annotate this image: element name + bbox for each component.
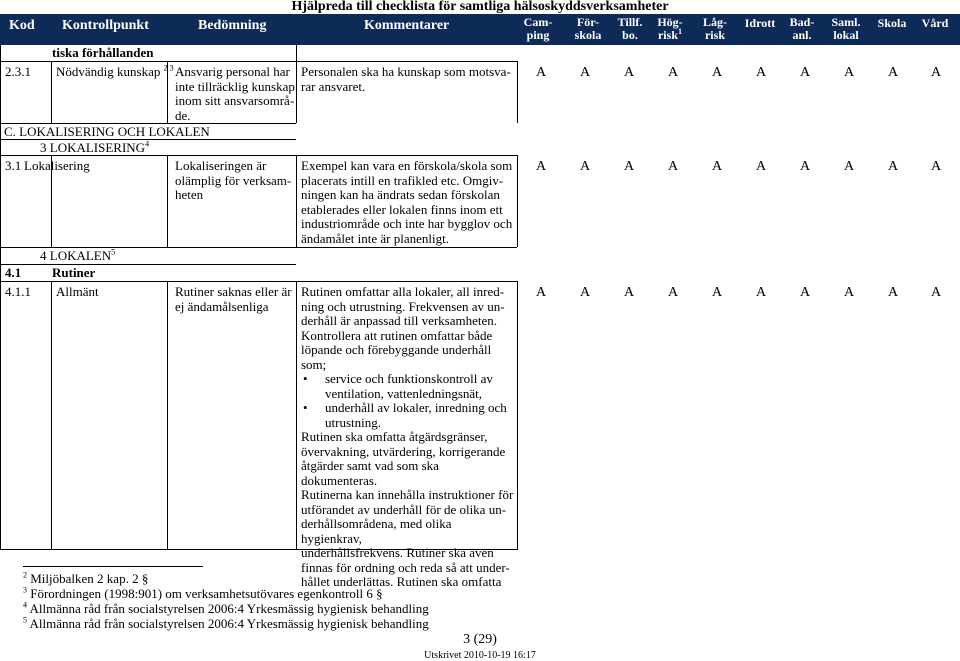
header-badanl-l2: anl.	[792, 28, 812, 42]
value-cell: A	[887, 65, 899, 80]
row-411-bedomning	[175, 285, 292, 314]
header-idrott: Idrott	[744, 16, 776, 30]
value-cell: A	[887, 285, 899, 300]
section-4-text: 4 LOKALEN	[40, 248, 112, 263]
value-cell: A	[887, 159, 899, 174]
section-41-label: Rutiner	[52, 265, 96, 280]
header-forskola-l2: skola	[574, 28, 602, 42]
section-41-kod: 4.1	[5, 265, 22, 280]
table-header	[0, 14, 960, 45]
row-411-bullet-1	[325, 372, 515, 401]
header-badanl-l1: Bad-	[789, 15, 815, 29]
grid-row-6	[0, 264, 296, 265]
row-231-kom-l2: rar ansvaret.	[301, 78, 366, 94]
row-411-bed-l1: Rutiner saknas eller är	[175, 284, 292, 299]
grid-col-kod-1	[51, 61, 52, 123]
header-kommentarer: Kommentarer	[364, 18, 450, 33]
value-cell: A	[930, 65, 942, 80]
value-cell: A	[799, 65, 811, 80]
footnote-3-text: Förordningen (1998:901) om verksamhetsutövares egenkontroll 6 §	[30, 586, 383, 601]
row-31-bed-l3: heten	[175, 187, 204, 202]
header-forskola	[569, 16, 607, 42]
grid-col-kp-3	[167, 281, 168, 550]
grid-col-bed-1	[296, 45, 297, 123]
header-tillf-l1: Tillf.	[617, 15, 643, 29]
grid-row-1	[0, 61, 517, 62]
row-231-bed-l3: inom sitt ansvarsområ-	[175, 93, 295, 108]
footnote-4-text: Allmänna råd från socialstyrelsen 2006:4 Yrkesmässig hygienisk behandling	[29, 601, 429, 616]
value-cell: A	[755, 65, 767, 80]
header-camping	[520, 16, 556, 42]
row-411-k5: löpande och förebyggande underhåll som;	[301, 342, 492, 372]
header-lagrisk-l2: risk	[704, 28, 725, 42]
section-3-sup: 4	[145, 139, 150, 149]
row-231-kommentar	[301, 65, 511, 94]
document-title: Hjälpreda till checklista för samtliga hälsoskyddsverksamheter	[291, 0, 669, 14]
footnote-3-num: 3	[23, 585, 27, 595]
row-231-kontrollpunkt	[56, 65, 174, 80]
section-3-heading	[40, 141, 149, 156]
header-kontrollpunkt: Kontrollpunkt	[62, 18, 149, 33]
row-31-kom-l5: industriområde och inte har bygglov och	[301, 216, 513, 231]
header-lagrisk	[697, 16, 733, 42]
row-31-kom-l3: ningen kan ha ändrats sedan förskolan	[301, 187, 500, 202]
row-31-bed-l2: olämplig för verksam-	[175, 172, 292, 188]
row-231-bedomning	[175, 65, 295, 123]
grid-left-border	[0, 45, 1, 550]
row-411-k1: Rutinen omfattar alla lokaler, all inred-	[301, 284, 505, 299]
row-411-b1-l2: ventilation, vattenledningsnät,	[325, 385, 483, 401]
footnote-5	[23, 616, 429, 631]
value-cell: A	[667, 65, 679, 80]
row-31-kom-l1: Exempel kan vara en förskola/skola som	[301, 158, 513, 173]
row-231-bed-l4: de.	[175, 107, 191, 123]
footnote-4	[23, 601, 429, 616]
value-cell: A	[711, 159, 723, 174]
print-timestamp: Utskrivet 2010-10-19 16:17	[424, 650, 536, 661]
header-saml-l1: Saml.	[831, 15, 861, 29]
value-cell: A	[579, 65, 591, 80]
row-411-bullet-list	[301, 372, 515, 430]
row-411-k7: övervakning, utvärdering, korrigerande	[301, 443, 506, 459]
row-411-kod: 4.1.1	[5, 284, 31, 299]
row-411-k6: Rutinen ska omfatta åtgärdsgränser,	[301, 429, 488, 444]
header-vard: Vård	[921, 16, 949, 30]
row-231-kod: 2.3.1	[5, 64, 31, 79]
value-cell: A	[843, 65, 855, 80]
row-411-bullet-2	[325, 401, 515, 430]
footnote-3	[23, 586, 383, 601]
footnote-2	[23, 571, 148, 586]
value-cell: A	[930, 285, 942, 300]
grid-col-bed-2	[296, 155, 297, 247]
value-cell: A	[623, 65, 635, 80]
grid-col-kp-2	[167, 155, 168, 247]
header-kod: Kod	[9, 18, 35, 33]
value-cell: A	[579, 285, 591, 300]
section-c-heading: C. LOKALISERING OCH LOKALEN	[4, 124, 210, 139]
row-31-kod: 3.1	[5, 158, 22, 173]
footnote-2-text: Miljöbalken 2 kap. 2 §	[30, 571, 149, 586]
value-cell: A	[799, 159, 811, 174]
row-continued-label: tiska förhållanden	[52, 45, 154, 60]
value-cell: A	[623, 285, 635, 300]
value-cell: A	[755, 285, 767, 300]
section-4-heading	[40, 249, 115, 264]
row-31-kommentar	[301, 159, 512, 246]
row-411-k13: finnas för ordning och reda så att under-	[301, 559, 510, 575]
row-411-bed-l2: ej ändamålsenliga	[175, 298, 269, 314]
row-31-kom-l2: placerats intill en trafikled etc. Omgiv-	[301, 172, 504, 188]
section-3-text: 3 LOKALISERING	[40, 140, 146, 155]
section-4-sup: 5	[111, 247, 116, 257]
footnote-5-num: 5	[23, 615, 27, 625]
header-skola: Skola	[877, 16, 907, 30]
header-bedomning: Bedömning	[198, 18, 267, 33]
row-231-kp-text: Nödvändig kunskap	[56, 64, 161, 79]
value-cell: A	[799, 285, 811, 300]
row-411-k8: åtgärder samt vad som ska dokumenteras.	[301, 458, 439, 488]
row-31-kontrollpunkt: Lokalisering	[24, 158, 90, 173]
value-cell: A	[579, 159, 591, 174]
value-cell: A	[667, 285, 679, 300]
row-411-k9: Rutinerna kan innehålla instruktioner för	[301, 487, 514, 502]
value-cell: A	[843, 285, 855, 300]
header-saml-l2: lokal	[833, 28, 859, 42]
row-411-k4: Kontrollera att rutinen omfattar både	[301, 327, 493, 343]
row-231-bed-l1: Ansvarig personal har	[175, 64, 290, 79]
row-31-bed-l1: Lokaliseringen är	[175, 158, 267, 173]
row-31-kom-l4: etablerades eller lokalen finns inom ett	[301, 201, 503, 217]
row-411-b1-l1: • service och funktionskontroll av	[325, 371, 493, 386]
grid-col-bed-3	[296, 281, 297, 550]
header-badanl	[787, 16, 817, 42]
value-cell: A	[711, 285, 723, 300]
header-camping-l2: ping	[526, 28, 550, 42]
row-231-kp-sup: 2 3	[163, 63, 174, 73]
grid-row-7	[0, 281, 517, 282]
grid-col-kom-2	[517, 155, 518, 247]
value-cell: A	[535, 285, 547, 300]
header-hogrisk-l2: risk	[657, 28, 678, 42]
value-cell: A	[667, 159, 679, 174]
header-hogrisk-l1: Hög-	[657, 15, 683, 29]
row-31-bedomning	[175, 159, 291, 203]
value-cell: A	[623, 159, 635, 174]
header-saml	[828, 16, 864, 42]
value-cell: A	[755, 159, 767, 174]
header-hogrisk-sup: 1	[678, 27, 682, 36]
row-231-kom-l1: Personalen ska ha kunskap som motsva-	[301, 64, 511, 79]
row-411-k10: utförandet av underhåll för de olika un-	[301, 501, 507, 517]
row-411-k3: derhåll är anpassad till verksamheten.	[301, 313, 498, 328]
row-411-b2-l1: • underhåll av lokaler, inredning och	[325, 400, 507, 415]
row-411-k12: underhållsfrekvens. Rutiner ska även	[301, 545, 494, 560]
grid-col-kom-3	[517, 281, 518, 550]
header-hogrisk	[652, 16, 688, 42]
header-tillf-l2: bo.	[622, 28, 638, 42]
row-411-b2-l2: utrustning.	[325, 414, 381, 430]
footnote-5-text: Allmänna råd från socialstyrelsen 2006:4 Yrkesmässig hygienisk behandling	[29, 616, 429, 631]
value-cell: A	[535, 159, 547, 174]
row-31-kom-l6: ändamålet inte är planenligt.	[301, 230, 449, 246]
page-number: 3 (29)	[463, 632, 497, 647]
header-lagrisk-l1: Låg-	[703, 15, 727, 29]
row-411-kommentar	[301, 285, 515, 590]
header-tillf	[612, 16, 648, 42]
value-cell: A	[843, 159, 855, 174]
header-camping-l1: Cam-	[523, 15, 553, 29]
header-forskola-l1: För-	[576, 15, 600, 29]
row-411-k2: ning och utrustning. Frekvensen av un-	[301, 298, 505, 314]
row-411-kontrollpunkt: Allmänt	[56, 284, 99, 299]
value-cell: A	[711, 65, 723, 80]
grid-col-kod-3	[51, 281, 52, 550]
value-cell: A	[930, 159, 942, 174]
row-231-bed-l2: inte tillräcklig kunskap	[175, 78, 295, 94]
row-411-k11: derhållsområdena, med olika hygienkrav,	[301, 516, 452, 546]
value-cell: A	[535, 65, 547, 80]
footnote-4-num: 4	[23, 600, 27, 610]
row-411-k14: hållet underlättas. Rutinen ska omfatta	[301, 574, 502, 589]
footnote-2-num: 2	[23, 570, 27, 580]
footnote-separator	[23, 566, 203, 567]
grid-col-kom-1	[517, 61, 518, 123]
